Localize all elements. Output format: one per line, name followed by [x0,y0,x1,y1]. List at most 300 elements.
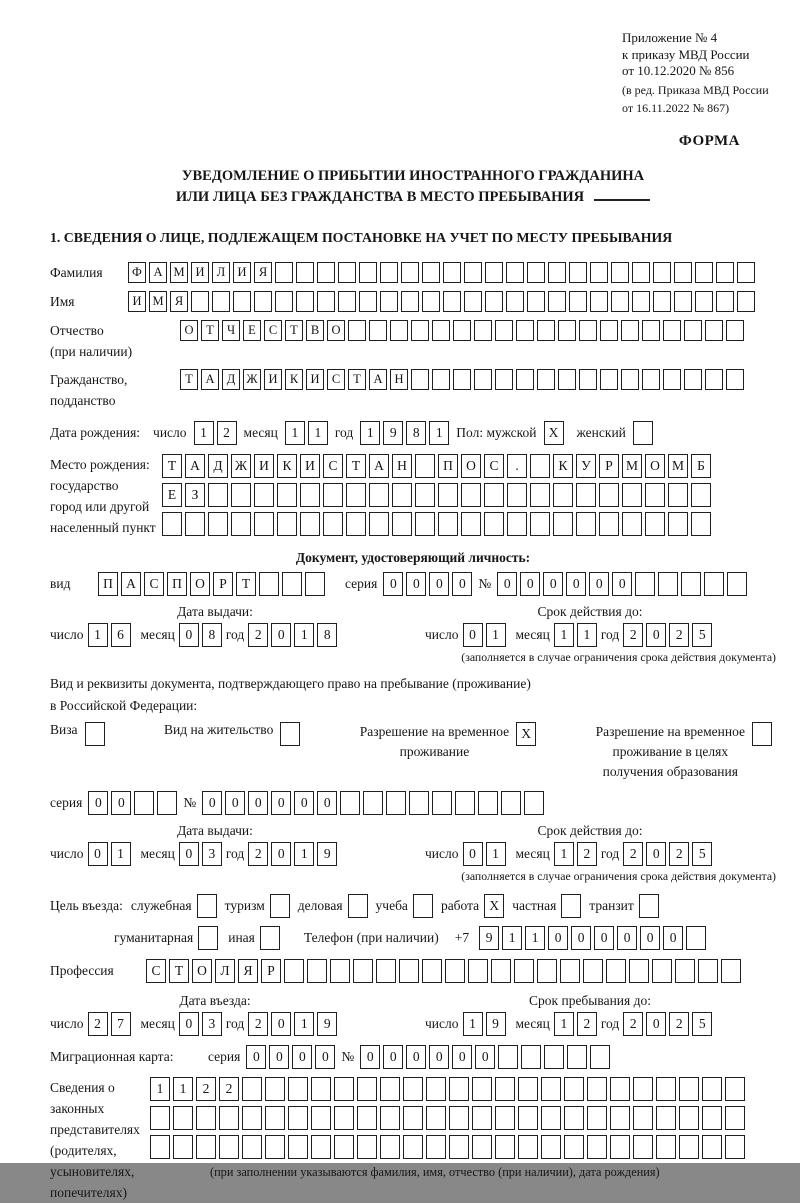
checkbox-cell[interactable]: X [484,894,504,918]
char-cell[interactable] [518,1135,538,1159]
char-cell[interactable]: 1 [577,623,597,647]
char-cell[interactable]: 1 [111,842,131,866]
char-cell[interactable]: 2 [219,1077,239,1101]
char-cell[interactable] [521,1045,541,1069]
char-cell[interactable]: Л [215,959,235,983]
char-cell[interactable] [656,1077,676,1101]
char-cell[interactable]: Р [261,959,281,983]
char-cell[interactable] [564,1106,584,1130]
char-cell[interactable]: И [233,262,251,283]
char-cell[interactable] [474,369,492,390]
char-cell[interactable]: З [185,483,205,507]
char-cell[interactable] [656,1106,676,1130]
char-cell[interactable] [558,369,576,390]
char-cell[interactable] [541,1106,561,1130]
char-cell[interactable] [277,512,297,536]
char-cell[interactable]: 0 [646,842,666,866]
char-cell[interactable]: К [285,369,303,390]
char-cell[interactable] [461,483,481,507]
char-cell[interactable] [725,1077,745,1101]
char-cell[interactable] [307,959,327,983]
char-cell[interactable] [259,572,279,596]
char-cell[interactable] [564,1077,584,1101]
char-cell[interactable]: А [201,369,219,390]
char-cell[interactable]: 6 [111,623,131,647]
char-cell[interactable]: Я [170,291,188,312]
char-cell[interactable] [426,1077,446,1101]
char-cell[interactable]: О [180,320,198,341]
char-cell[interactable]: 0 [269,1045,289,1069]
char-cell[interactable] [576,483,596,507]
char-cell[interactable] [716,262,734,283]
char-cell[interactable] [438,512,458,536]
char-cell[interactable] [288,1135,308,1159]
char-cell[interactable] [338,262,356,283]
char-cell[interactable] [438,483,458,507]
char-cell[interactable] [632,262,650,283]
checkbox-cell[interactable] [752,722,772,746]
char-cell[interactable] [583,959,603,983]
char-cell[interactable] [633,1106,653,1130]
char-cell[interactable] [506,262,524,283]
char-cell[interactable]: 0 [640,926,660,950]
char-cell[interactable] [622,483,642,507]
char-cell[interactable]: Н [390,369,408,390]
char-cell[interactable] [369,512,389,536]
char-cell[interactable]: 9 [486,1012,506,1036]
char-cell[interactable] [296,262,314,283]
char-cell[interactable]: 2 [196,1077,216,1101]
char-cell[interactable] [501,791,521,815]
char-cell[interactable] [527,291,545,312]
char-cell[interactable] [653,262,671,283]
char-cell[interactable] [679,1077,699,1101]
char-cell[interactable]: С [144,572,164,596]
char-cell[interactable]: 1 [429,421,449,445]
char-cell[interactable] [478,791,498,815]
char-cell[interactable]: 0 [248,791,268,815]
char-cell[interactable]: 0 [225,791,245,815]
char-cell[interactable] [702,1135,722,1159]
char-cell[interactable] [681,572,701,596]
char-cell[interactable] [726,320,744,341]
char-cell[interactable] [691,512,711,536]
char-cell[interactable] [621,369,639,390]
char-cell[interactable] [415,483,435,507]
char-cell[interactable] [541,1077,561,1101]
char-cell[interactable] [219,1106,239,1130]
char-cell[interactable]: Е [243,320,261,341]
char-cell[interactable] [359,262,377,283]
char-cell[interactable]: С [327,369,345,390]
char-cell[interactable]: 0 [452,572,472,596]
char-cell[interactable] [284,959,304,983]
char-cell[interactable] [455,791,475,815]
char-cell[interactable]: 1 [554,1012,574,1036]
char-cell[interactable] [311,1077,331,1101]
char-cell[interactable] [632,291,650,312]
char-cell[interactable]: 0 [317,791,337,815]
char-cell[interactable] [544,1045,564,1069]
char-cell[interactable] [727,572,747,596]
char-cell[interactable] [432,320,450,341]
char-cell[interactable] [548,262,566,283]
char-cell[interactable]: И [306,369,324,390]
char-cell[interactable] [506,291,524,312]
char-cell[interactable] [296,291,314,312]
char-cell[interactable]: Ф [128,262,146,283]
char-cell[interactable]: Д [208,454,228,478]
char-cell[interactable] [705,320,723,341]
char-cell[interactable]: О [645,454,665,478]
char-cell[interactable] [686,926,706,950]
char-cell[interactable] [702,1077,722,1101]
char-cell[interactable] [558,320,576,341]
char-cell[interactable]: . [507,454,527,478]
char-cell[interactable] [530,483,550,507]
char-cell[interactable] [300,483,320,507]
char-cell[interactable] [464,291,482,312]
char-cell[interactable]: 1 [173,1077,193,1101]
char-cell[interactable]: 9 [317,1012,337,1036]
char-cell[interactable] [716,291,734,312]
char-cell[interactable]: В [306,320,324,341]
char-cell[interactable] [541,1135,561,1159]
char-cell[interactable] [537,369,555,390]
char-cell[interactable] [426,1135,446,1159]
char-cell[interactable] [679,1106,699,1130]
char-cell[interactable] [514,959,534,983]
char-cell[interactable]: 1 [525,926,545,950]
checkbox-cell[interactable] [413,894,433,918]
char-cell[interactable] [208,512,228,536]
char-cell[interactable]: 0 [179,623,199,647]
char-cell[interactable] [495,1077,515,1101]
char-cell[interactable]: 0 [566,572,586,596]
char-cell[interactable] [233,291,251,312]
char-cell[interactable] [663,369,681,390]
char-cell[interactable] [484,512,504,536]
char-cell[interactable] [359,291,377,312]
char-cell[interactable]: 0 [452,1045,472,1069]
char-cell[interactable] [695,262,713,283]
checkbox-cell[interactable] [197,894,217,918]
char-cell[interactable] [518,1077,538,1101]
char-cell[interactable]: А [369,454,389,478]
char-cell[interactable] [311,1106,331,1130]
char-cell[interactable] [173,1106,193,1130]
char-cell[interactable]: 0 [111,791,131,815]
char-cell[interactable] [411,320,429,341]
char-cell[interactable] [652,959,672,983]
char-cell[interactable] [622,512,642,536]
char-cell[interactable] [567,1045,587,1069]
char-cell[interactable]: 8 [202,623,222,647]
char-cell[interactable]: 1 [194,421,214,445]
char-cell[interactable]: 7 [111,1012,131,1036]
char-cell[interactable] [691,483,711,507]
char-cell[interactable]: С [323,454,343,478]
char-cell[interactable] [725,1135,745,1159]
char-cell[interactable] [330,959,350,983]
char-cell[interactable] [219,1135,239,1159]
char-cell[interactable] [254,291,272,312]
char-cell[interactable]: 1 [294,623,314,647]
char-cell[interactable]: 0 [663,926,683,950]
char-cell[interactable] [553,483,573,507]
char-cell[interactable] [231,483,251,507]
char-cell[interactable]: 0 [271,623,291,647]
char-cell[interactable]: 5 [692,1012,712,1036]
char-cell[interactable] [275,262,293,283]
char-cell[interactable]: 0 [406,572,426,596]
char-cell[interactable]: И [264,369,282,390]
char-cell[interactable] [587,1106,607,1130]
char-cell[interactable]: 0 [463,623,483,647]
char-cell[interactable] [449,1135,469,1159]
char-cell[interactable] [185,512,205,536]
char-cell[interactable]: Т [236,572,256,596]
char-cell[interactable]: 0 [571,926,591,950]
char-cell[interactable]: 9 [383,421,403,445]
char-cell[interactable]: О [190,572,210,596]
char-cell[interactable]: С [264,320,282,341]
char-cell[interactable]: Ч [222,320,240,341]
char-cell[interactable]: 0 [594,926,614,950]
char-cell[interactable] [629,959,649,983]
char-cell[interactable] [633,1077,653,1101]
char-cell[interactable]: 2 [577,842,597,866]
char-cell[interactable]: О [192,959,212,983]
char-cell[interactable]: 2 [577,1012,597,1036]
char-cell[interactable] [453,320,471,341]
char-cell[interactable] [275,291,293,312]
char-cell[interactable] [443,262,461,283]
char-cell[interactable]: С [484,454,504,478]
checkbox-cell[interactable]: X [516,722,536,746]
char-cell[interactable]: 1 [486,623,506,647]
char-cell[interactable] [600,369,618,390]
char-cell[interactable]: 5 [692,842,712,866]
char-cell[interactable] [449,1077,469,1101]
char-cell[interactable] [411,369,429,390]
char-cell[interactable]: 3 [202,842,222,866]
char-cell[interactable] [348,320,366,341]
char-cell[interactable]: Т [180,369,198,390]
char-cell[interactable]: 1 [150,1077,170,1101]
char-cell[interactable] [484,483,504,507]
char-cell[interactable]: 0 [246,1045,266,1069]
char-cell[interactable]: М [668,454,688,478]
char-cell[interactable]: Т [169,959,189,983]
char-cell[interactable] [610,1077,630,1101]
char-cell[interactable] [401,262,419,283]
char-cell[interactable] [491,959,511,983]
char-cell[interactable] [658,572,678,596]
char-cell[interactable] [403,1135,423,1159]
char-cell[interactable] [445,959,465,983]
char-cell[interactable] [369,320,387,341]
char-cell[interactable] [449,1106,469,1130]
char-cell[interactable] [737,291,755,312]
char-cell[interactable] [403,1077,423,1101]
char-cell[interactable]: 0 [179,1012,199,1036]
char-cell[interactable] [530,454,550,478]
char-cell[interactable]: У [576,454,596,478]
char-cell[interactable] [150,1106,170,1130]
char-cell[interactable] [705,369,723,390]
char-cell[interactable]: Т [162,454,182,478]
char-cell[interactable]: 1 [554,842,574,866]
char-cell[interactable] [610,1106,630,1130]
char-cell[interactable] [587,1135,607,1159]
char-cell[interactable]: 0 [179,842,199,866]
char-cell[interactable] [265,1077,285,1101]
char-cell[interactable] [196,1135,216,1159]
char-cell[interactable] [265,1106,285,1130]
char-cell[interactable] [590,291,608,312]
char-cell[interactable] [621,320,639,341]
char-cell[interactable] [518,1106,538,1130]
char-cell[interactable]: Н [392,454,412,478]
char-cell[interactable] [468,959,488,983]
char-cell[interactable] [422,262,440,283]
char-cell[interactable] [208,483,228,507]
char-cell[interactable]: И [254,454,274,478]
char-cell[interactable]: Ж [231,454,251,478]
char-cell[interactable] [726,369,744,390]
char-cell[interactable]: А [121,572,141,596]
char-cell[interactable]: 1 [285,421,305,445]
char-cell[interactable] [380,1106,400,1130]
char-cell[interactable]: 0 [88,791,108,815]
char-cell[interactable] [684,369,702,390]
char-cell[interactable] [560,959,580,983]
char-cell[interactable] [668,483,688,507]
char-cell[interactable] [334,1135,354,1159]
char-cell[interactable] [507,512,527,536]
char-cell[interactable] [663,320,681,341]
char-cell[interactable]: 0 [271,1012,291,1036]
char-cell[interactable]: О [461,454,481,478]
char-cell[interactable]: А [149,262,167,283]
char-cell[interactable]: 0 [548,926,568,950]
char-cell[interactable]: Л [212,262,230,283]
char-cell[interactable]: 2 [669,623,689,647]
char-cell[interactable]: 0 [292,1045,312,1069]
char-cell[interactable] [684,320,702,341]
char-cell[interactable]: 0 [520,572,540,596]
char-cell[interactable] [363,791,383,815]
char-cell[interactable]: 1 [294,842,314,866]
char-cell[interactable] [653,291,671,312]
char-cell[interactable] [173,1135,193,1159]
char-cell[interactable]: П [438,454,458,478]
char-cell[interactable]: 1 [294,1012,314,1036]
char-cell[interactable] [495,1106,515,1130]
char-cell[interactable]: 1 [308,421,328,445]
char-cell[interactable] [485,262,503,283]
char-cell[interactable] [353,959,373,983]
char-cell[interactable] [380,1077,400,1101]
char-cell[interactable] [288,1077,308,1101]
char-cell[interactable] [527,262,545,283]
char-cell[interactable] [656,1135,676,1159]
checkbox-cell[interactable] [198,926,218,950]
char-cell[interactable] [242,1077,262,1101]
char-cell[interactable] [334,1106,354,1130]
char-cell[interactable] [150,1135,170,1159]
char-cell[interactable]: П [167,572,187,596]
char-cell[interactable]: С [146,959,166,983]
char-cell[interactable]: 0 [383,1045,403,1069]
char-cell[interactable] [392,483,412,507]
char-cell[interactable] [242,1135,262,1159]
char-cell[interactable] [443,291,461,312]
char-cell[interactable]: 1 [360,421,380,445]
char-cell[interactable] [548,291,566,312]
char-cell[interactable]: Я [238,959,258,983]
char-cell[interactable] [334,1077,354,1101]
checkbox-cell[interactable] [260,926,280,950]
char-cell[interactable]: 0 [429,1045,449,1069]
char-cell[interactable] [300,512,320,536]
char-cell[interactable]: 0 [497,572,517,596]
char-cell[interactable]: А [369,369,387,390]
checkbox-cell[interactable] [270,894,290,918]
char-cell[interactable]: 0 [543,572,563,596]
char-cell[interactable]: 0 [406,1045,426,1069]
char-cell[interactable] [403,1106,423,1130]
char-cell[interactable] [498,1045,518,1069]
char-cell[interactable] [338,291,356,312]
char-cell[interactable] [675,959,695,983]
char-cell[interactable]: Т [348,369,366,390]
char-cell[interactable] [737,262,755,283]
char-cell[interactable] [474,320,492,341]
char-cell[interactable]: 0 [271,842,291,866]
char-cell[interactable] [485,291,503,312]
char-cell[interactable] [311,1135,331,1159]
char-cell[interactable] [415,512,435,536]
char-cell[interactable]: 0 [315,1045,335,1069]
char-cell[interactable] [212,291,230,312]
char-cell[interactable]: 8 [317,623,337,647]
char-cell[interactable]: 1 [502,926,522,950]
checkbox-cell[interactable] [561,894,581,918]
char-cell[interactable] [346,512,366,536]
char-cell[interactable]: 0 [646,1012,666,1036]
char-cell[interactable]: 2 [623,842,643,866]
char-cell[interactable]: 9 [317,842,337,866]
char-cell[interactable] [157,791,177,815]
char-cell[interactable] [702,1106,722,1130]
char-cell[interactable]: 0 [88,842,108,866]
char-cell[interactable]: Т [285,320,303,341]
char-cell[interactable]: 2 [669,842,689,866]
char-cell[interactable] [495,369,513,390]
char-cell[interactable] [277,483,297,507]
char-cell[interactable]: 1 [486,842,506,866]
checkbox-cell[interactable] [85,722,105,746]
char-cell[interactable]: 0 [617,926,637,950]
char-cell[interactable] [346,483,366,507]
char-cell[interactable]: К [277,454,297,478]
char-cell[interactable] [495,320,513,341]
char-cell[interactable] [698,959,718,983]
char-cell[interactable] [254,512,274,536]
char-cell[interactable] [357,1135,377,1159]
